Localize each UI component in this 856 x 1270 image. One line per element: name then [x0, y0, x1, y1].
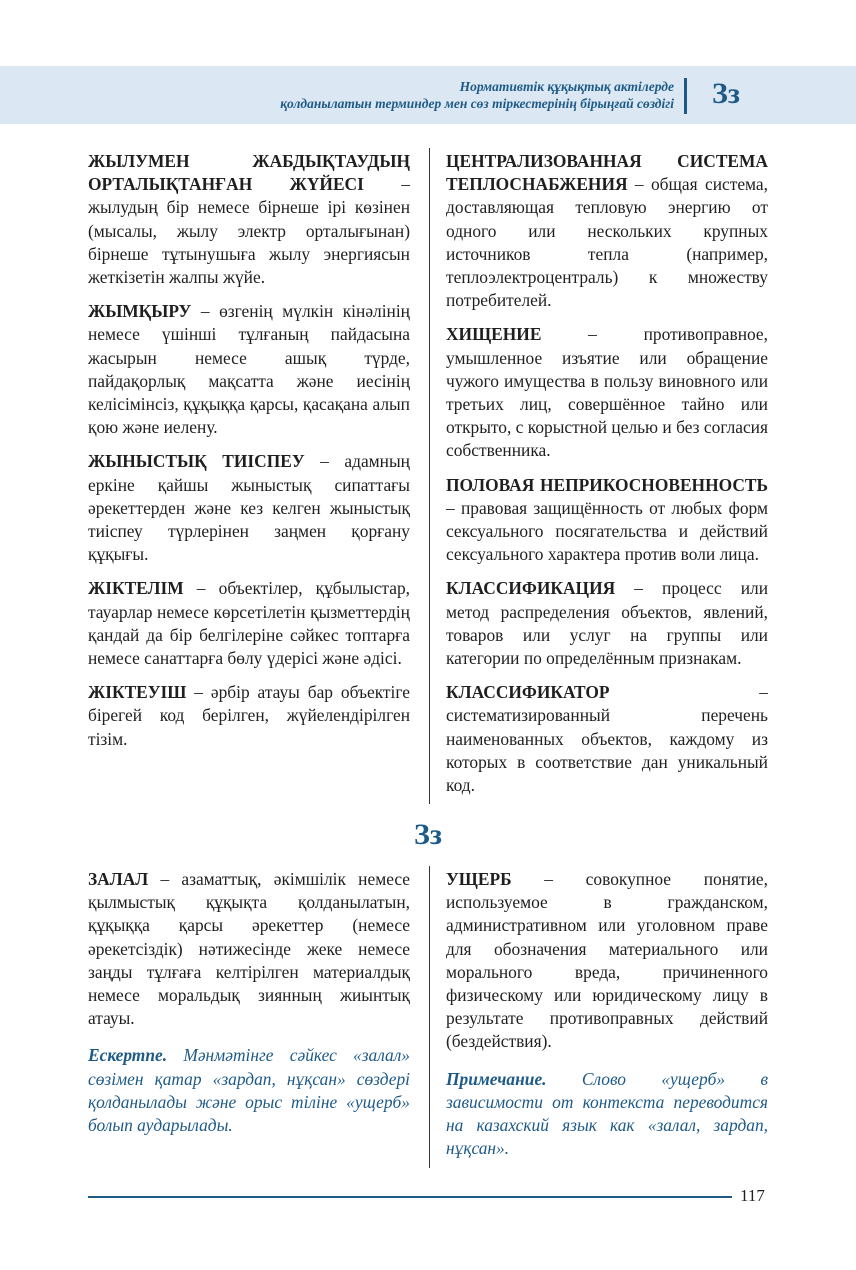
header-letter: Зз — [712, 77, 740, 110]
section-letter: Зз — [414, 818, 442, 851]
entry-definition: – противоправное, умышленное изъятие или обращение чужого имущества в пользу виновного или третьих лиц, совершённое тайно или открыто, с корыстной целью и без согласия собственника. — [446, 324, 768, 461]
entry-definition: – азаматтық, әкімшілік немесе қылмыстық құқықта қолданылатын, құқыққа қарсы әрекеттер (немесе әрекетсіздік) нәтижесінде жеке немесе заңды тұлғаға келтірілген материалдық немесе моральдық зиянның жиынтық атауы. — [88, 869, 410, 1029]
entry-term: ХИЩЕНИЕ — [446, 324, 542, 345]
entry-zhymkyru — [88, 300, 410, 439]
entry-definition: – жылудың бір немесе бірнеше ірі көзінен (мысалы, жылу электр орталығынан) бірнеше тұтынушыға жылу энергиясын жеткізетін жалпы жүйе. — [88, 174, 410, 288]
entry-classifier — [446, 681, 768, 797]
entry-term: ЖЫНЫСТЫҚ ТИІСПЕУ — [88, 451, 305, 472]
page-number: 117 — [740, 1186, 765, 1205]
entry-centralized-heating — [446, 150, 768, 312]
top-left-column — [88, 150, 410, 762]
entry-definition: – систематизированный перечень наименованных объектов, каждому из которых в соответствие дан уникальный код. — [446, 682, 768, 796]
note-label: Ескертпе. — [88, 1045, 168, 1066]
entry-definition: – правовая защищённость от любых форм сексуального посягательства и действий сексуального характера против воли лица. — [446, 497, 768, 565]
column-divider-bottom — [429, 866, 430, 1168]
bottom-left-column — [88, 868, 410, 1137]
footer-rule — [88, 1196, 732, 1198]
entry-zhiktelim — [88, 577, 410, 670]
entry-definition: – объектілер, құбылыстар, тауарлар немесе көрсетілетін қызметтердің қандай да бір белгілеріне сәйкес топтарға немесе санаттарға бөлу үдерісі және әдісі. — [88, 578, 410, 669]
entry-ushcherb — [446, 868, 768, 1054]
note-text: Слово «ущерб» в зависимости от контекста переводится на казахский язык как «залал, зардап, нұқсан». — [446, 1068, 768, 1159]
entry-definition: – общая система, доставляющая тепловую энергию от одного или нескольких крупных источников тепла (например, теплоэлектроцентраль) к множеству потребителей. — [446, 174, 768, 311]
entry-definition: – өзгенің мүлкін кінәлінің немесе үшінші тұлғаның пайдасына жасырын немесе ашық түрде, пайдақорлық мақсатта және иесінің келісімінсіз, құқыққа қарсы, қасақана алып қою және иелену. — [88, 301, 410, 438]
note-text: Мәнмәтінге сәйкес «залал» сөзімен қатар «зардап, нұқсан» сөздері қолданылады және орыс тіліне «ущерб» болып аударылады. — [88, 1045, 410, 1136]
header-divider — [684, 78, 687, 114]
entry-term: ЦЕНТРАЛИЗОВАННАЯ СИСТЕМА ТЕПЛОСНАБЖЕНИЯ — [446, 151, 768, 195]
entry-term: ЖЫЛУМЕН ЖАБДЫҚТАУДЫҢ ОРТАЛЫҚТАНҒАН ЖҮЙЕСІ — [88, 151, 410, 195]
entry-definition: – совокупное понятие, используемое в гражданском, административном или уголовном праве для обозначения материального или морального вреда, причиненного физическому или юридическому лицу в результате противоправных действий (бездействия). — [446, 869, 768, 1052]
dictionary-title — [280, 78, 674, 112]
entry-term: УЩЕРБ — [446, 869, 512, 889]
top-right-column — [446, 150, 768, 808]
entry-zalal — [88, 868, 410, 1030]
entry-term: ЖІКТЕЛІМ — [88, 578, 184, 599]
column-divider-top — [429, 148, 430, 804]
entry-zhikteuish — [88, 681, 410, 751]
note-label: Примечание. — [446, 1068, 547, 1089]
entry-sexual-inviolability — [446, 474, 768, 567]
entry-term: КЛАССИФИКАЦИЯ — [446, 578, 616, 599]
entry-term: ЖЫМҚЫРУ — [88, 301, 192, 322]
note-primechanie — [446, 1068, 768, 1161]
entry-term: КЛАССИФИКАТОР — [446, 682, 610, 703]
entry-term: ПОЛОВАЯ НЕПРИКОСНОВЕННОСТЬ — [446, 474, 768, 495]
entry-term: ЖІКТЕУІШ — [88, 682, 187, 703]
entry-definition: – адамның еркіне қайшы жыныстық сипаттағы әрекеттерден және кез келген жыныстық тиіспеу түрлерінен заңмен қорғану құқығы. — [88, 451, 410, 565]
entry-term: ЗАЛАЛ — [88, 869, 149, 889]
entry-zhynystyk-tiispeu — [88, 450, 410, 566]
entry-khishchenie — [446, 323, 768, 462]
entry-classification — [446, 577, 768, 670]
entry-definition: – процесс или метод распределения объектов, явлений, товаров или услуг на группы или категории по определённым признакам. — [446, 578, 768, 669]
entry-zhylumen — [88, 150, 410, 289]
dictionary-title-line-2: қолданылатын терминдер мен сөз тіркестерінің бірыңғай сөздігі — [280, 96, 674, 111]
bottom-right-column — [446, 868, 768, 1160]
entry-definition: – әрбір атауы бар объектіге бірегей код берілген, жүйелендірілген тізім. — [88, 682, 410, 749]
note-eskertpe — [88, 1044, 410, 1137]
dictionary-title-line-1: Нормативтік құқықтық актілерде — [459, 79, 674, 94]
